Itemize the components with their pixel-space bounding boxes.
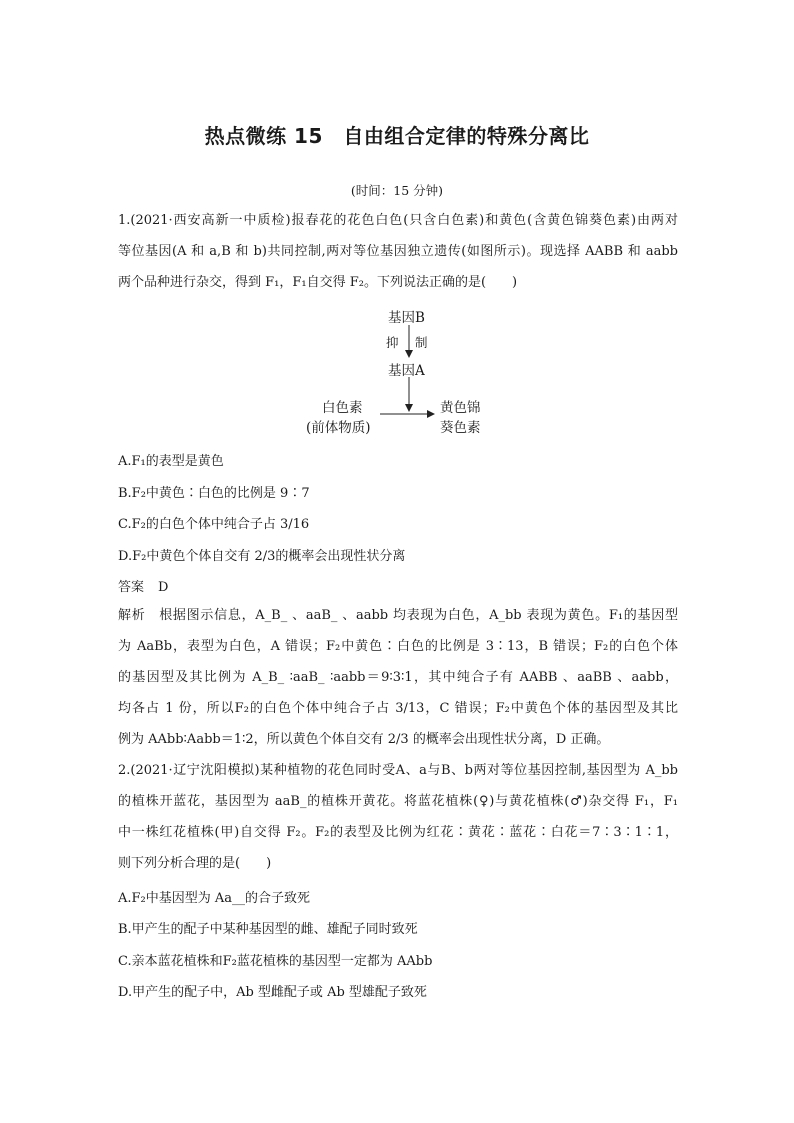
explanation-line: 为 AaBb，表型为白色，A 错误；F₂中黄色∶白色的比例是 3∶13，B 错误；F₂的白色个体 <box>118 639 678 654</box>
q1-stem-line: 1.(2021·西安高新一中质检)报春花的花色白色(只含白色素)和黄色(含黄色锦葵色素)由两对 <box>118 213 678 228</box>
q2-option-d: D.甲产生的配子中，Ab 型雌配子或 Ab 型雄配子致死 <box>118 985 427 1000</box>
q2-stem-line: 2.(2021·辽宁沈阳模拟)某种植物的花色同时受A、a与B、b两对等位基因控制,基因型为 A_bb <box>118 763 678 778</box>
q2-stem <box>118 755 678 879</box>
q1-option-b: B.F₂中黄色∶白色的比例是 9∶7 <box>118 486 310 501</box>
yellow-pigment-label: 葵色素 <box>440 420 481 436</box>
q2-stem-line: 则下列分析合理的是( ) <box>118 856 272 871</box>
q2-stem-line: 的植株开蓝花，基因型为 aaB_的植株开黄花。将蓝花植株(♀)与黄花植株(♂)杂交得 F₁，F₁ <box>118 794 678 809</box>
answer-label: 答案 <box>118 580 145 595</box>
page-title: 热点微练 15 自由组合定律的特殊分离比 <box>204 124 590 148</box>
q1-stem-line: 等位基因(A 和 a,B 和 b)共同控制,两对等位基因独立遗传(如图所示)。现选择 AABB 和 aabb <box>118 244 678 259</box>
explanation-line: 的基因型及其比例为 A_B_ ∶aaB_ ∶aabb＝9∶3∶1，其中纯合子有 AABB 、aaBB 、aabb， <box>118 670 678 685</box>
q2-stem-line: 中一株红花植株(甲)自交得 F₂。F₂的表型及比例为红花∶黄花∶蓝花∶白花＝7∶3∶1∶1， <box>118 825 678 840</box>
q1-option-a: A.F₁的表型是黄色 <box>118 454 224 469</box>
gene-b-label: 基因B <box>388 310 425 326</box>
q1-option-d: D.F₂中黄色个体自交有 2/3的概率会出现性状分离 <box>118 549 406 564</box>
q1-option-c: C.F₂的白色个体中纯合子占 3/16 <box>118 517 310 532</box>
q2-option-b: B.甲产生的配子中某种基因型的雌、雄配子同时致死 <box>118 922 418 937</box>
time-note: (时间：15 分钟) <box>350 183 444 198</box>
explanation-line: 例为 AAbb∶Aabb＝1∶2，所以黄色个体自交有 2/3 的概率会出现性状分离，D 正确。 <box>118 732 610 747</box>
inhibit-label-left: 抑 <box>386 335 399 350</box>
q1-answer <box>118 576 168 595</box>
precursor-label: (前体物质) <box>306 420 371 436</box>
q1-explanation <box>118 600 678 755</box>
q1-stem <box>118 205 678 298</box>
answer-value: D <box>158 580 169 595</box>
gene-pathway-diagram <box>300 303 500 438</box>
white-pigment-label: 白色素 <box>322 400 363 416</box>
explanation-line: 解析 根据图示信息，A_B_ 、aaB_ 、aabb 均表现为白色，A_bb 表现为黄色。F₁的基因型 <box>118 608 678 623</box>
q2-option-a: A.F₂中基因型为 Aa__的合子致死 <box>118 891 311 906</box>
explanation-line: 均各占 1 份，所以F₂的白色个体中纯合子占 3/13，C 错误；F₂中黄色个体的基因型及其比 <box>118 701 678 716</box>
yellow-pigment-label: 黄色锦 <box>440 400 481 416</box>
q1-stem-line: 两个品种进行杂交，得到 F₁，F₁自交得 F₂。下列说法正确的是( ) <box>118 275 518 290</box>
q2-option-c: C.亲本蓝花植株和F₂蓝花植株的基因型一定都为 AAbb <box>118 954 433 969</box>
inhibit-label-right: 制 <box>415 335 428 350</box>
gene-a-label: 基因A <box>388 363 425 379</box>
